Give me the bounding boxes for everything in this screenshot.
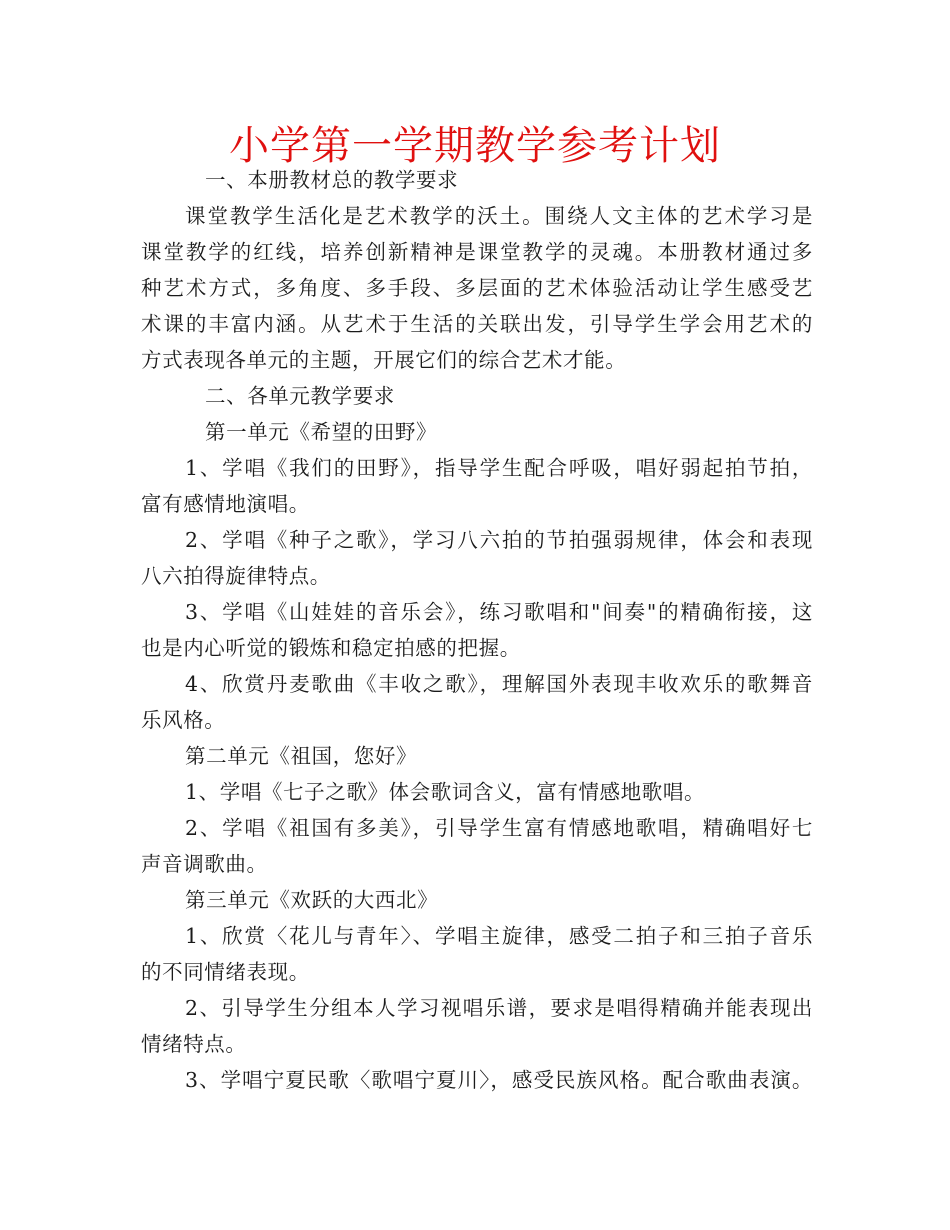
text-line: 1、欣赏〈花儿与青年〉、学唱主旋律，感受二拍子和三拍子音乐 xyxy=(185,924,813,948)
text-line: 2、学唱《祖国有多美》，引导学生富有情感地歌唱，精确唱好七 xyxy=(185,816,813,840)
text-line: 富有感情地演唱。 xyxy=(141,492,310,516)
text-line: 方式表现各单元的主题，开展它们的综合艺术才能。 xyxy=(141,348,627,372)
text-line: 种艺术方式，多角度、多手段、多层面的艺术体验活动让学生感受艺 xyxy=(141,276,813,300)
text-line: 第三单元《欢跃的大西北》 xyxy=(185,888,439,912)
text-line: 课堂教学生活化是艺术教学的沃土。围绕人文主体的艺术学习是 xyxy=(185,204,813,228)
text-line: 4、欣赏丹麦歌曲《丰收之歌》，理解国外表现丰收欢乐的歌舞音 xyxy=(185,672,813,696)
text-line: 情绪特点。 xyxy=(141,1032,247,1056)
text-line: 1、学唱《我们的田野》，指导学生配合呼吸，唱好弱起拍节拍， xyxy=(185,456,813,480)
text-line: 声音调歌曲。 xyxy=(141,852,268,876)
text-line: 第二单元《祖国，您好》 xyxy=(185,744,418,768)
text-line: 术课的丰富内涵。从艺术于生活的关联出发，引导学生学会用艺术的 xyxy=(141,312,813,336)
text-line: 二、各单元教学要求 xyxy=(205,384,395,408)
text-line: 八六拍得旋律特点。 xyxy=(141,564,331,588)
text-line: 课堂教学的红线，培养创新精神是课堂教学的灵魂。本册教材通过多 xyxy=(141,240,813,264)
text-line: 第一单元《希望的田野》 xyxy=(205,420,438,444)
text-line: 3、学唱《山娃娃的音乐会》，练习歌唱和"间奏"的精确衔接，这 xyxy=(185,600,813,624)
text-line: 也是内心听觉的锻炼和稳定拍感的把握。 xyxy=(141,636,521,660)
text-line: 的不同情绪表现。 xyxy=(141,960,310,984)
text-line: 乐风格。 xyxy=(141,708,226,732)
document-body xyxy=(141,162,813,1098)
text-line: 一、本册教材总的教学要求 xyxy=(205,168,459,192)
text-line: 2、学唱《种子之歌》，学习八六拍的节拍强弱规律，体会和表现 xyxy=(185,528,813,552)
text-line: 2、引导学生分组本人学习视唱乐谱，要求是唱得精确并能表现出 xyxy=(185,996,813,1020)
text-line: 3、学唱宁夏民歌〈歌唱宁夏川〉，感受民族风格。配合歌曲表演。 xyxy=(185,1068,813,1092)
text-line: 1、学唱《七子之歌》体会歌词含义，富有情感地歌唱。 xyxy=(185,780,706,804)
document-title: 小学第一学期教学参考计划 xyxy=(229,123,721,169)
